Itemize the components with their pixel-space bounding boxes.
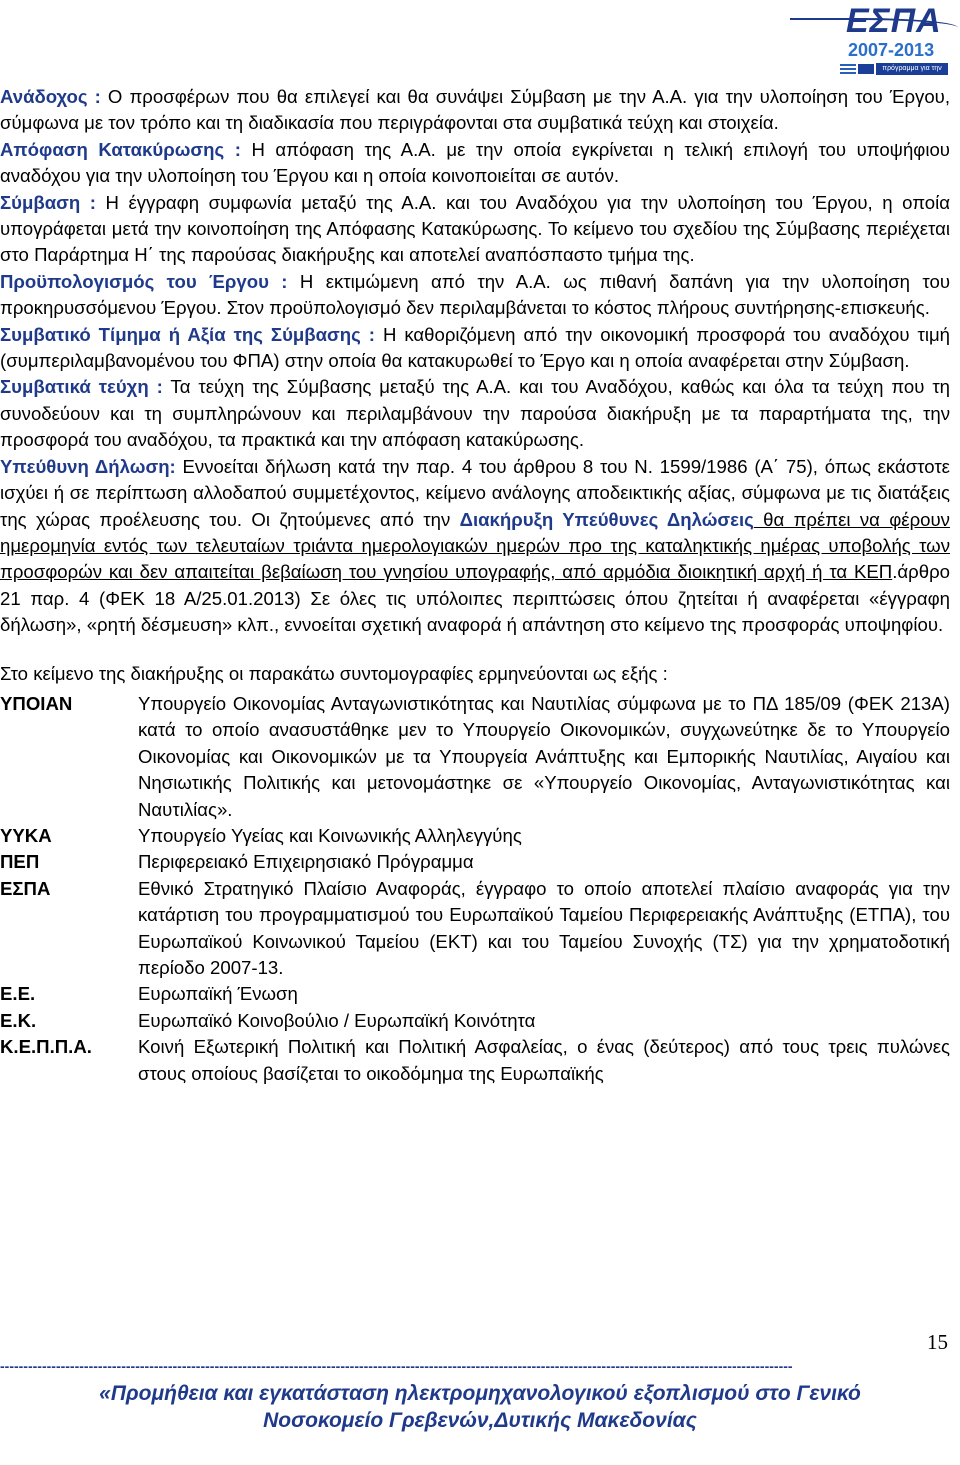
definition-term: Συμβατικά τεύχη : xyxy=(0,376,163,398)
abbreviation-term: Κ.Ε.Π.Π.Α. xyxy=(0,1036,92,1058)
abbreviation-term: ΥΥΚΑ xyxy=(0,824,52,846)
abbreviation-term: ΥΠΟΙΑΝ xyxy=(0,692,73,714)
abbreviation-desc: Κοινή Εξωτερική Πολιτική και Πολιτική Ασφαλείας, ο ένας (δεύτερος) από τους τρεις πυλώνες στους οποίους βασίζεται το οικοδόμημα της Ευρωπαϊκής xyxy=(138,1036,950,1084)
footer-divider: -------------------------------------------------------------------------------------------------------------------------------------------------------------------------- xyxy=(0,1358,793,1374)
definition-text: Η καθοριζόμενη από την οικονομική προσφορά του αναδόχου τιμή (συμπεριλαμβανομένου του ΦΠΑ) στην οποία θα κατακυρωθεί το Έργο και η οποία αναφέρεται στην Σύμβαση. xyxy=(0,323,951,372)
abbreviation-row xyxy=(0,849,950,875)
abbreviation-desc: Υπουργείο Οικονομίας Ανταγωνιστικότητας και Ναυτιλίας σύμφωνα με το ΠΔ 185/09 (ΦΕΚ 213Α) κατά το οποίο ανασυστάθηκε μεν το Υπουργείο Οικονομικών, συγχωνεύτηκε δε το Υπουργείο Οικονομίας και Οικονομικών με τα Υπουργεία Ανάπτυξης και Εμπορικής Ναυτιλίας, Αιγαίου και Νησιωτικής Πολιτικής και μετονομάστηκε σε «Υπουργείο Οικονομίας, Ανταγωνιστικότητας και Ναυτιλίας». xyxy=(138,692,950,820)
definition-term: Ανάδοχος : xyxy=(0,86,101,107)
definition-text: Η απόφαση της Α.Α. με την οποία εγκρίνεται η τελική επιλογή του υποψήφιου αναδόχου για την υλοποίηση του Έργου και η οποία κοινοποιείται σε αυτόν. xyxy=(0,138,950,187)
definition-paragraph xyxy=(0,84,950,137)
document-body xyxy=(0,84,950,1087)
abbreviation-desc: Περιφερειακό Επιχειρησιακό Πρόγραμμα xyxy=(138,851,474,873)
declaration-underlined: θα πρέπει να φέρουν ημερομηνία εντός των τελευταίων τριάντα ημερολογιακών ημερών προ της καταληκτικής ημέρας υποβολής των προσφορών και δεν απαιτείται βεβαίωση του γνησίου υπογραφής, από αρμόδια διοικητική αρχή ή τα ΚΕΠ xyxy=(0,508,950,583)
abbreviation-row xyxy=(0,981,950,1007)
abbreviation-desc: Υπουργείο Υγείας και Κοινωνικής Αλληλεγγύης xyxy=(138,824,522,846)
abbreviation-desc: Ευρωπαϊκή Ένωση xyxy=(138,983,298,1005)
abbreviation-row xyxy=(0,691,950,823)
definition-term: Προϋπολογισμός του Έργου : xyxy=(0,270,288,292)
footer-line-2: Νοσοκομείο Γρεβενών,Δυτικής Μακεδονίας xyxy=(263,1409,697,1432)
definition-paragraph xyxy=(0,190,950,269)
declaration-text-end: .άρθρο 21 παρ. 4 (ΦΕΚ 18 Α/25.01.2013) Σε όλες τις υπόλοιπες περιπτώσεις όπου ζητείται ή αναφέρεται «έγγραφη δήλωση», «ρητή δέσμευση» κλπ., εννοείται σχετική αναφορά ή απάντηση στο κείμενο της προσφοράς υποψηφίου. xyxy=(0,561,950,636)
definition-text: Η έγγραφη συμφωνία μεταξύ της Α.Α. και του Αναδόχου για την υλοποίηση του Έργου, η οποία υπογράφεται μετά την κοινοποίηση της Απόφασης Κατακύρωσης. Το κείμενο του σχεδίου της Σύμβασης περιέχεται στο Παράρτημα Η΄ της παρούσας διακήρυξης και αποτελεί αναπόσπαστο τμήμα της. xyxy=(0,191,950,266)
declaration-term: Υπεύθυνη Δήλωση: xyxy=(0,455,176,477)
abbreviation-desc: Εθνικό Στρατηγικό Πλαίσιο Αναφοράς, έγγραφο το οποίο αποτελεί πλαίσιο αναφοράς για την κατάρτιση του προγραμματισμού του Ευρωπαϊκού Ταμείου Περιφερειακής Ανάπτυξης (ΕΤΠΑ), του Ευρωπαϊκού Κοινωνικού Ταμείου (ΕΚΤ) και του Ταμείου Συνοχής (ΤΣ) για την χρηματοδοτική περίοδο 2007-13. xyxy=(138,877,950,978)
definition-paragraph xyxy=(0,137,950,190)
definition-paragraph xyxy=(0,374,950,453)
logo-text: ΕΣΠΑ xyxy=(846,2,942,40)
page-number: 15 xyxy=(927,1330,948,1354)
definition-term: Συμβατικό Τίμημα ή Αξία της Σύμβασης : xyxy=(0,323,375,345)
greek-flag-icon xyxy=(840,64,856,74)
definition-term: Απόφαση Κατακύρωσης : xyxy=(0,138,241,160)
definition-term: Σύμβαση : xyxy=(0,191,96,213)
abbreviation-row xyxy=(0,876,950,982)
definition-paragraph xyxy=(0,269,950,322)
footer-line-1: «Προμήθεια και εγκατάσταση ηλεκτρομηχανολογικού εξοπλισμού στο Γενικό xyxy=(99,1382,861,1405)
footer-title xyxy=(0,1380,960,1434)
definition-text: Ο προσφέρων που θα επιλεγεί και θα συνάψει Σύμβαση με την Α.Α. για την υλοποίηση του Έργου, σύμφωνα με τον τρόπο και τη διαδικασία που περιγράφονται στα συμβατικά τεύχη και στοιχεία. xyxy=(0,86,951,134)
abbreviation-row xyxy=(0,823,950,849)
abbreviation-row xyxy=(0,1034,950,1087)
abbreviations-list xyxy=(0,691,950,1087)
abbreviation-term: Ε.Κ. xyxy=(0,1009,37,1031)
definition-paragraph xyxy=(0,322,950,375)
abbreviation-term: ΠΕΠ xyxy=(0,851,40,873)
abbreviation-row xyxy=(0,1008,950,1034)
logo-tagline: πρόγραμμα για την ανάπτυξη xyxy=(876,63,948,75)
abbreviation-term: ΕΣΠΑ xyxy=(0,877,51,899)
declaration-paragraph xyxy=(0,454,950,639)
abbreviations-intro: Στο κείμενο της διακήρυξης οι παρακάτω συντομογραφίες ερμηνεύονται ως εξής : xyxy=(0,662,668,684)
logo-years: 2007-2013 xyxy=(848,40,935,60)
abbreviation-term: Ε.Ε. xyxy=(0,983,36,1005)
eu-flag-icon xyxy=(858,64,874,74)
declaration-text: Εννοείται δήλωση κατά την παρ. 4 του άρθρου 8 του Ν. 1599/1986 (Α΄ 75), όπως εκάστοτε ισχύει ή σε περίπτωση αλλοδαπού συμμετέχοντος, κείμενο ανάλογης αποδεικτικής αξίας, σύμφωνα με τις διατάξεις της χώρας προέλευσης του. Οι ζητούμενες από την xyxy=(0,455,950,530)
espa-logo xyxy=(790,0,960,84)
abbreviation-desc: Ευρωπαϊκό Κοινοβούλιο / Ευρωπαϊκή Κοινότητα xyxy=(138,1009,536,1031)
definition-text: Η εκτιμώμενη από την Α.Α. ως πιθανή δαπάνη για την υλοποίηση του προκηρυσσόμενου Έργου. Στον προϋπολογισμό δεν περιλαμβάνεται το κόστος πλήρους συντήρησης-επισκευής. xyxy=(0,270,950,319)
definition-text: Τα τεύχη της Σύμβασης μεταξύ της Α.Α. και του Αναδόχου, καθώς και όλα τα τεύχη που τη συνοδεύουν και τη συμπληρώνουν και περιλαμβάνουν την παρούσα διακήρυξη με τα παραρτήματα της, την προσφορά του αναδόχου, τα πρακτικά και την απόφαση κατακύρωσης. xyxy=(0,376,951,451)
declaration-bold: Διακήρυξη Υπεύθυνες Δηλώσεις xyxy=(459,508,754,530)
